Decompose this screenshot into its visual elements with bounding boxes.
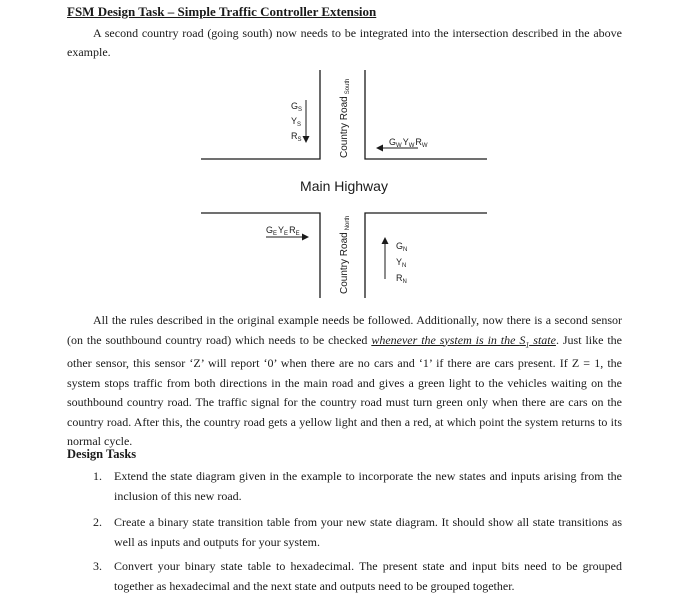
task-item-3 [93,556,622,596]
country-road-south-label-group [339,79,351,158]
west-arrow-head [376,145,383,152]
west-lights-label: $G_WY_WR_W$ [389,137,428,149]
task-item-2 [93,512,622,552]
road-edge-se [365,213,487,298]
north-light-red: $R_N$ [396,273,407,285]
rules-text-part2: . Just like the other sensor, this sensor ‘Z’ will report ‘0’ when there are no cars and ‘1’ if there are cars present. If Z = 1, the system stops traffic from both directions in the main road and gives a green light to the vehicles waiting on the southbound country road. The traffic signal for the country road must turn green only when there are cars on the country road. After this, the country road gets a yellow light and then a red, at which point the system returns to its normal cycle. [67,332,622,449]
west-signal-group [376,137,428,152]
country-road-north-label-group [339,216,351,294]
east-arrow-head [302,234,309,241]
road-edge-nw [201,70,320,159]
south-light-yellow: $Y_S$ [291,116,302,128]
design-tasks-heading: Design Tasks [67,447,137,461]
north-light-green: $G_N$ [396,241,408,253]
task-text: Create a binary state transition table from your new state diagram. It should show all state transitions as well as inputs and outputs for your system. [114,515,622,549]
rules-text-part1: All the rules described in the original example needs be followed. Additionally, now there is a second sensor (on the southbound country road) which needs to be checked [67,313,622,347]
north-arrow-head [382,237,389,244]
road-edge-sw [201,213,320,298]
east-lights-label: $G_EY_ER_E$ [266,225,300,237]
east-signal-group [266,225,309,241]
country-road-south-label: Country Road$_{South}$ [339,78,351,158]
task-number: 1. [93,469,102,483]
task-number: 2. [93,515,102,529]
south-light-red: $R_S$ [291,131,302,143]
north-signal-group [382,237,408,285]
task-text: Convert your binary state table to hexadecimal. The present state and input bits need to be grouped together as hexadecimal and the next state and outputs need to be grouped together. [114,559,622,593]
task-text: Extend the state diagram given in the example to incorporate the new states and inputs arising from the inclusion of this new road. [114,469,622,503]
task-number: 3. [93,559,102,573]
rules-emphasis: whenever the system is in the $S_1$ state [371,332,556,349]
task-item-1 [93,466,622,506]
document-title: FSM Design Task – Simple Traffic Controller Extension [67,4,377,19]
south-signal-group [291,100,310,143]
south-arrow-head [303,136,310,143]
rules-paragraph [67,311,622,452]
main-highway-label: Main Highway [300,178,388,194]
north-light-yellow: $Y_N$ [396,257,407,269]
intro-paragraph: A second country road (going south) now needs to be integrated into the intersection described in the above example. [67,26,622,59]
south-light-green: $G_S$ [291,101,303,113]
country-road-north-label: Country Road$_{North}$ [339,215,351,294]
